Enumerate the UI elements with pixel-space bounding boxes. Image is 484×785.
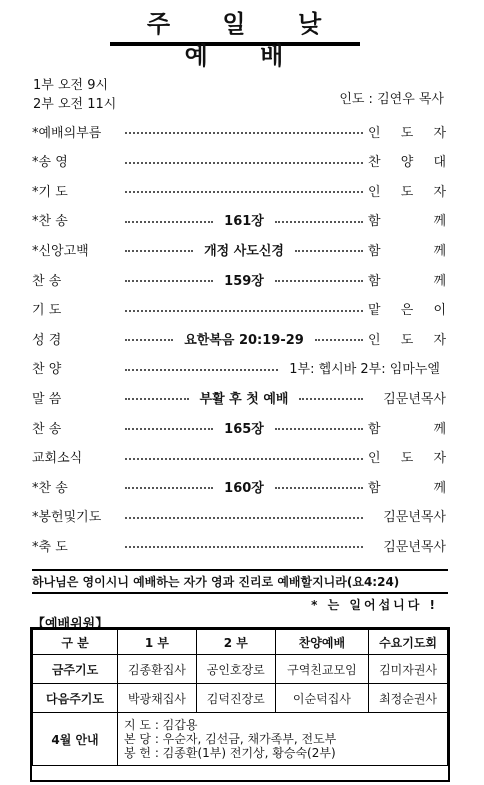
committee-table [32,629,448,766]
order-item [32,210,446,230]
table-cell: 김종환집사 [118,655,197,684]
dot-leader [295,250,363,252]
order-item-responsible: 김문년목사 [383,510,446,526]
table-cell: 최정순권사 [369,684,448,713]
dot-leader [125,428,213,430]
order-item-responsible: 함 께 [368,273,447,289]
header-cell: 1 부 [118,630,197,655]
order-item-detail: 160장 [224,480,264,496]
table-cell: 공인호장로 [196,655,275,684]
second-service-time: 2부 오전 11시 [33,97,117,112]
row-label: 다음주기도 [33,684,118,713]
order-item-detail: 부활 후 첫 예배 [199,391,289,407]
notice-row [33,713,448,766]
dot-leader [275,221,363,223]
order-item-name: 말 씀 [32,391,62,407]
order-item-responsible: 김문년목사 [383,539,446,555]
order-item-responsible: 함 께 [368,480,447,496]
order-item-responsible: 함 께 [368,243,446,259]
order-item-detail: 165장 [224,421,264,437]
order-item-name: 찬 송 [32,273,62,289]
dot-leader [125,221,213,223]
order-item-responsible: 맡 은 이 [368,303,446,319]
first-service-time: 1부 오전 9시 [33,78,109,93]
table-row [33,684,448,713]
table-cell: 이순덕집사 [275,684,368,713]
notice-label: 4월 안내 [33,713,118,766]
order-item-name: *신앙고백 [32,243,89,259]
order-item-responsible: 인 도 자 [368,184,446,200]
table-cell: 구역친교모임 [275,655,368,684]
order-item-name: *기 도 [32,184,68,200]
order-item-detail: 개정 사도신경 [204,243,284,259]
dot-leader [275,280,363,282]
order-item [32,358,446,378]
order-item-responsible: 인 도 자 [368,451,446,467]
order-item-name: 기 도 [32,303,62,319]
verse-banner: 하나님은 영이시니 예배하는 자가 영과 진리로 예배할지니라(요4:24) [32,569,448,594]
dot-leader [125,250,193,252]
order-item-detail: 161장 [224,214,264,230]
order-item [32,476,446,496]
dot-leader [125,162,363,164]
order-item [32,180,446,200]
order-item [32,299,446,319]
order-item [32,387,446,407]
order-item [32,506,446,526]
header-cell: 구 분 [33,630,118,655]
order-item-name: 찬 송 [32,421,62,437]
notice-line: 본 당 : 우순자, 김선금, 채가족부, 전도부 [124,732,337,746]
table-header-row [33,630,448,655]
header-cell: 2 부 [196,630,275,655]
dot-leader [125,191,363,193]
table-cell: 김덕진장로 [196,684,275,713]
order-item-name: *찬 송 [32,480,68,496]
dot-leader [125,310,363,312]
order-item-name: *축 도 [32,539,68,555]
stand-note: * 는 일어섭니다 ! [311,598,438,612]
service-leader: 인도 : 김연우 목사 [339,92,444,107]
order-item-name: *찬 송 [32,214,68,230]
order-item [32,535,446,555]
service-times [33,76,116,114]
table-row [33,655,448,684]
order-item-detail: 159장 [224,273,264,289]
order-item-responsible: 함 께 [368,214,447,230]
dot-leader [125,398,189,400]
order-item-name: 찬 양 [32,362,62,378]
dot-leader [125,458,363,460]
dot-leader [125,487,213,489]
notice-line: 지 도 : 김갑용 [124,718,198,732]
order-item-name: *송 영 [32,155,68,171]
order-item-responsible: 인 도 자 [368,332,446,348]
row-label: 금주기도 [33,655,118,684]
table-cell: 박광채집사 [118,684,197,713]
dot-leader [275,487,363,489]
committee-section-title: 【예배위원】 [32,617,109,632]
order-item [32,328,446,348]
notice-content [118,713,448,766]
order-item [32,121,446,141]
order-item-responsible: 김문년목사 [383,391,446,407]
page-title: 주 일 낮 예 배 [110,8,360,46]
dot-leader [125,280,213,282]
dot-leader [125,339,173,341]
order-item [32,239,446,259]
order-item [32,269,446,289]
order-item-name: 교회소식 [32,451,83,467]
dot-leader [315,339,363,341]
header-cell: 수요기도회 [369,630,448,655]
order-item [32,447,446,467]
dot-leader [125,132,363,134]
dot-leader [125,517,363,519]
order-item-detail: 1부: 헵시바 2부: 임마누엘 [289,362,440,378]
order-item [32,151,446,171]
dot-leader [275,428,363,430]
table-cell: 김미자권사 [369,655,448,684]
order-item-responsible: 인 도 자 [368,125,446,141]
dot-leader [125,546,363,548]
order-item-responsible: 함 께 [368,421,447,437]
dot-leader [299,398,363,400]
order-item-name: 성 경 [32,332,62,348]
order-item-name: *봉헌및기도 [32,510,102,526]
order-item-name: *예배의부름 [32,125,102,141]
order-item [32,417,446,437]
notice-line: 봉 헌 : 김종환(1부) 전기상, 황승숙(2부) [124,746,336,760]
header-cell: 찬양예배 [275,630,368,655]
order-item-responsible: 찬 양 대 [368,155,446,171]
order-item-detail: 요한복음 20:19-29 [184,332,304,348]
dot-leader [125,369,278,371]
